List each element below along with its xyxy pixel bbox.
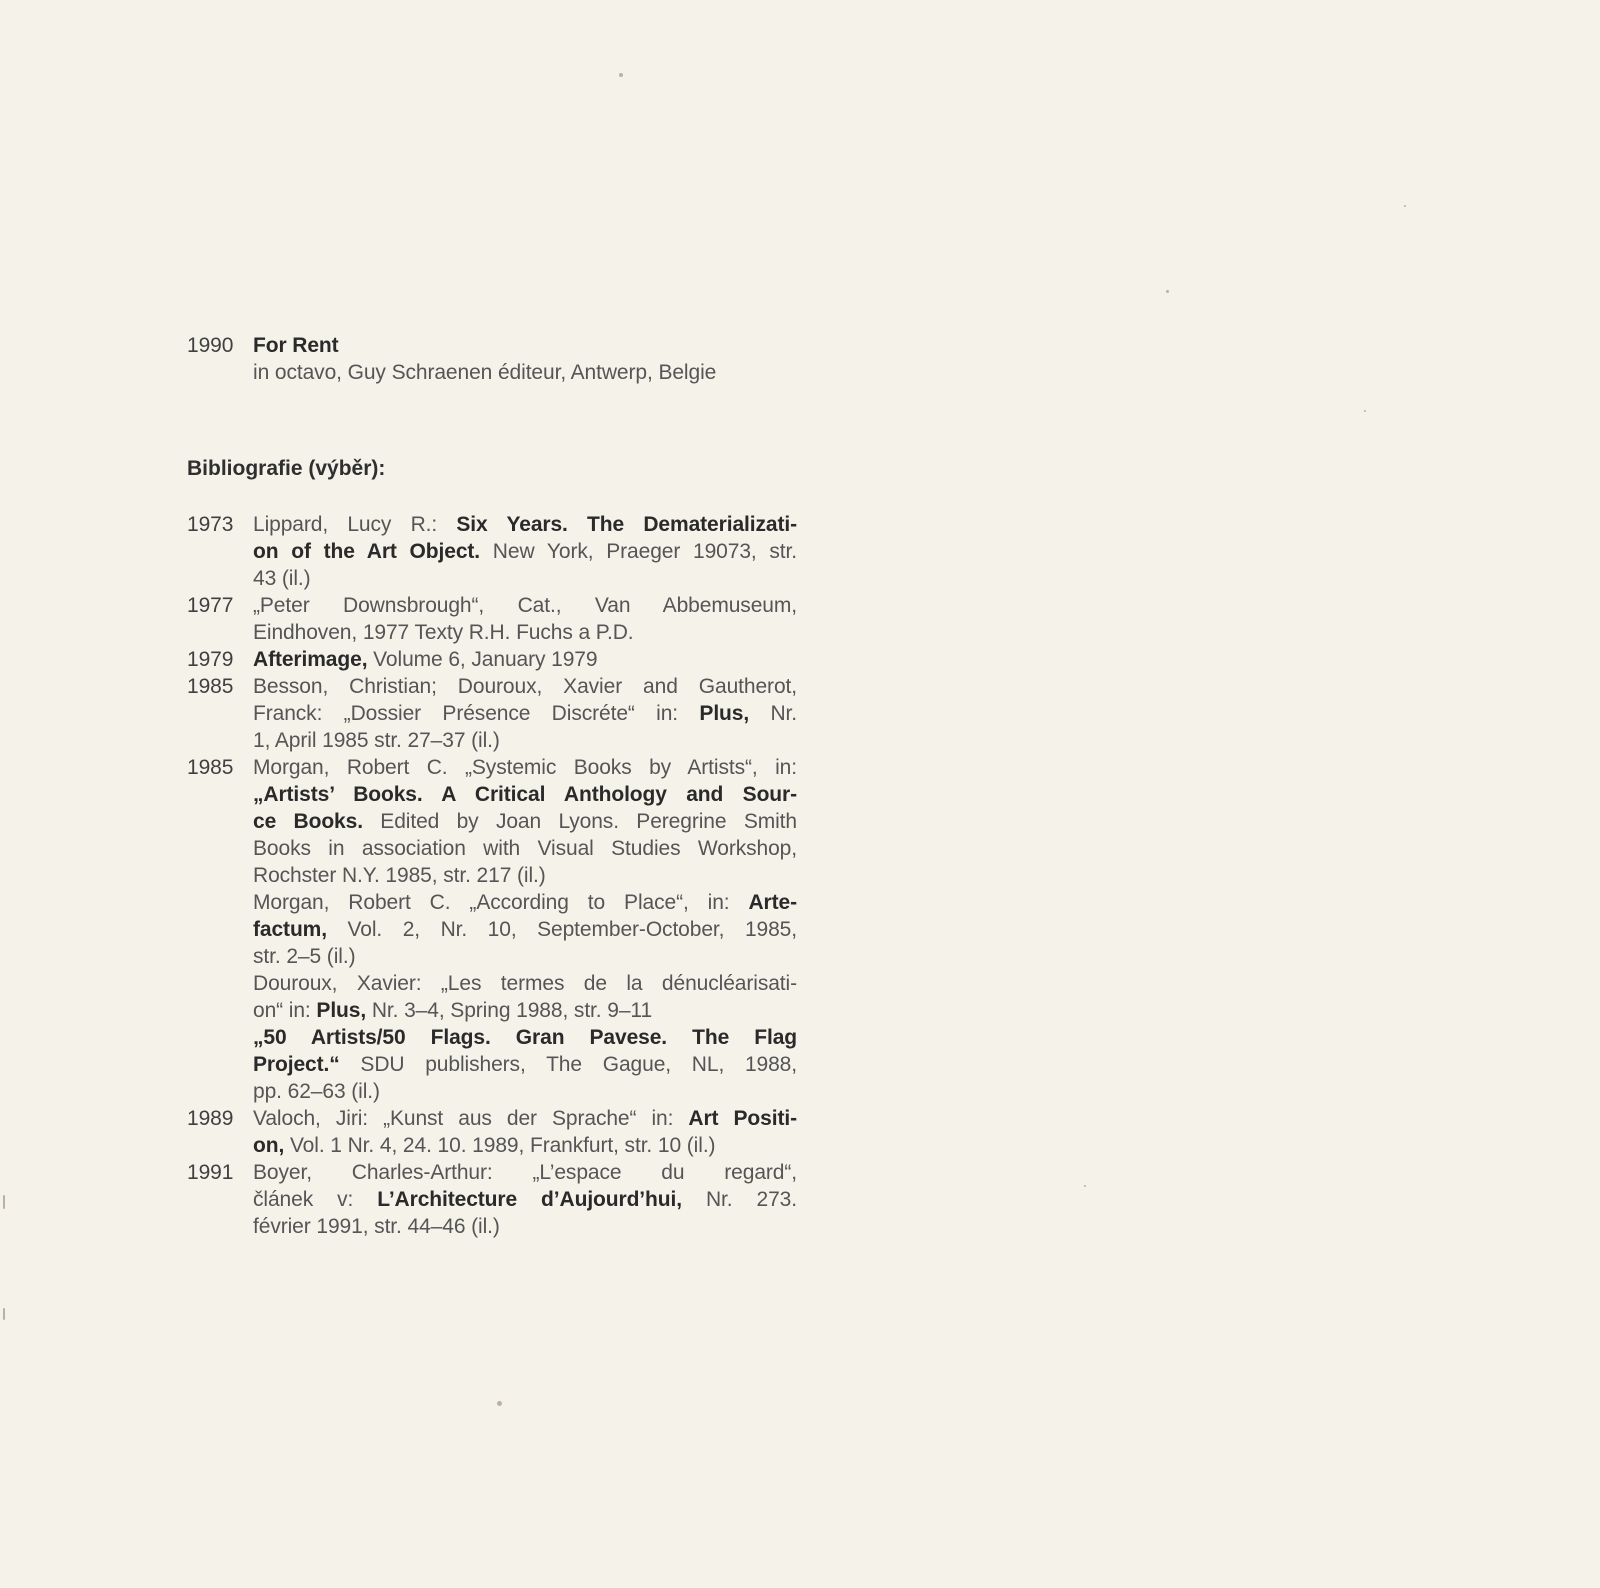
- entry-year: 1985: [187, 756, 234, 779]
- entry-line: on“ in: Plus, Nr. 3–4, Spring 1988, str. 9–11: [253, 999, 653, 1022]
- entry-line: on, Vol. 1 Nr. 4, 24. 10. 1989, Frankfurt, str. 10 (il.): [253, 1134, 716, 1157]
- entry-line: Besson, Christian; Douroux, Xavier and Gautherot,: [253, 675, 797, 698]
- paper-speck: [3, 1308, 5, 1320]
- entry-line: 1, April 1985 str. 27–37 (il.): [253, 729, 500, 752]
- entry-line: février 1991, str. 44–46 (il.): [253, 1215, 500, 1238]
- entry-year: 1991: [187, 1161, 234, 1184]
- paper-speck: [497, 1401, 502, 1406]
- paper-speck: [619, 73, 623, 77]
- publication-year: 1990: [187, 334, 234, 357]
- entry-text: [253, 511, 797, 592]
- bibliography-entry: [187, 754, 797, 1105]
- paper-speck: [1364, 410, 1366, 412]
- entry-text: [253, 673, 797, 754]
- entry-text: [253, 592, 797, 646]
- entry-text: [253, 1159, 797, 1240]
- entry-line: „Artists’ Books. A Critical Anthology and Sour-: [253, 783, 797, 806]
- paper-speck: [1166, 290, 1169, 293]
- paper-speck: [3, 1195, 5, 1209]
- entry-line: Eindhoven, 1977 Texty R.H. Fuchs a P.D.: [253, 621, 634, 644]
- paper-speck: [1404, 205, 1406, 207]
- entry-text: [253, 754, 797, 1105]
- entry-line: Valoch, Jiri: „Kunst aus der Sprache“ in: Art Positi-: [253, 1107, 797, 1130]
- entry-year: 1973: [187, 513, 234, 536]
- entry-line: Books in association with Visual Studies Workshop,: [253, 837, 797, 860]
- publication-details: in octavo, Guy Schraenen éditeur, Antwerp, Belgie: [253, 361, 717, 384]
- entry-line: Afterimage, Volume 6, January 1979: [253, 648, 598, 671]
- entry-year: 1979: [187, 648, 234, 671]
- entry-line: str. 2–5 (il.): [253, 945, 356, 968]
- bibliography-entry: [187, 673, 797, 754]
- bibliography-entry: [187, 1105, 797, 1159]
- entry-line: Lippard, Lucy R.: Six Years. The Dematerializati-: [253, 513, 797, 536]
- entry-line: Morgan, Robert C. „Systemic Books by Artists“, in:: [253, 756, 797, 779]
- entry-text: [253, 646, 797, 673]
- entry-year: 1977: [187, 594, 234, 617]
- publication-entry: [187, 332, 797, 386]
- entry-line: „Peter Downsbrough“, Cat., Van Abbemuseum,: [253, 594, 797, 617]
- entry-year: 1985: [187, 675, 234, 698]
- entry-line: Franck: „Dossier Présence Discréte“ in: Plus, Nr.: [253, 702, 797, 725]
- entry-line: on of the Art Object. New York, Praeger 19073, str.: [253, 540, 797, 563]
- publication-title: For Rent: [253, 334, 339, 357]
- bibliography-entry: [187, 1159, 797, 1240]
- entry-line: článek v: L’Architecture d’Aujourd’hui, Nr. 273.: [253, 1188, 797, 1211]
- entry-line: Rochster N.Y. 1985, str. 217 (il.): [253, 864, 546, 887]
- entry-text: [253, 1105, 797, 1159]
- entry-line: pp. 62–63 (il.): [253, 1080, 380, 1103]
- entry-line: Douroux, Xavier: „Les termes de la dénucléarisati-: [253, 972, 797, 995]
- entry-line: Morgan, Robert C. „According to Place“, in: Arte-: [253, 891, 797, 914]
- entry-line: Boyer, Charles-Arthur: „L’espace du regard“,: [253, 1161, 797, 1184]
- bibliography-entry: [187, 646, 797, 673]
- bibliography-list: [187, 511, 797, 1240]
- entry-line: Project.“ SDU publishers, The Gague, NL, 1988,: [253, 1053, 797, 1076]
- bibliography-entry: [187, 511, 797, 592]
- entry-line: factum, Vol. 2, Nr. 10, September-October, 1985,: [253, 918, 797, 941]
- bibliography-heading: Bibliografie (výběr):: [187, 457, 386, 480]
- paper-speck: [1084, 1185, 1086, 1187]
- entry-line: „50 Artists/50 Flags. Gran Pavese. The Flag: [253, 1026, 797, 1049]
- entry-line: ce Books. Edited by Joan Lyons. Peregrine Smith: [253, 810, 797, 833]
- bibliography-entry: [187, 592, 797, 646]
- entry-line: 43 (il.): [253, 567, 311, 590]
- entry-year: 1989: [187, 1107, 234, 1130]
